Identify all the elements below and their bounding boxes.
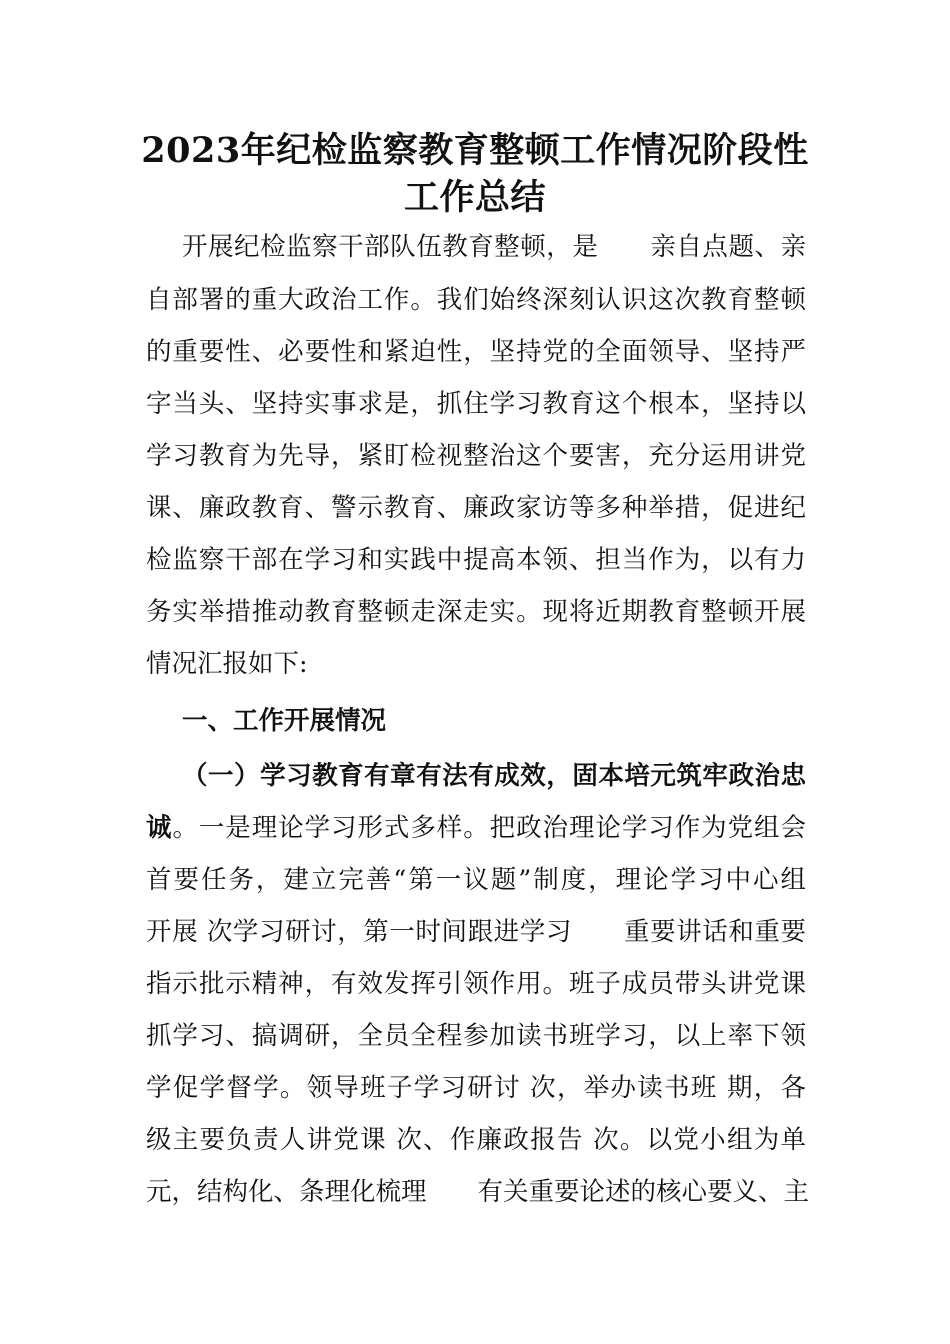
subsection-heading-1-end: 诚 [146,813,173,843]
paragraph-2-line-1-text: 。一是理论学习形式多样。把政治理论学习作为党组会 [172,813,806,843]
paragraph-2-line-1 [146,811,806,845]
document-title-line-2: 工作总结 [403,177,546,218]
paragraph-1-line-5: 学习教育为先导，紧盯检视整治这个要害，充分运用讲党 [146,441,806,471]
document-title-line-1: 2023年纪检监察教育整顿工作情况阶段性 [141,130,809,171]
paragraph-1-line-3: 的重要性、必要性和紧迫性，坚持党的全面领导、坚持严 [146,337,806,367]
paragraph-1-line-7: 检监察干部在学习和实践中提高本领、担当作为，以有力 [146,545,806,575]
subsection-heading-1: （一）学习教育有章有法有成效，固本培元筑牢政治忠 [182,761,806,791]
section-heading-1: 一、工作开展情况 [182,706,387,736]
paragraph-1-line-9: 情况汇报如下: [146,649,308,679]
paragraph-1-line-6: 课、廉政教育、警示教育、廉政家访等多种举措，促进纪 [146,493,806,523]
paragraph-2-line-2: 首要任务，建立完善“第一议题”制度，理论学习中心组 [146,865,806,895]
paragraph-2-line-4: 指示批示精神，有效发挥引领作用。班子成员带头讲党课 [146,969,806,999]
paragraph-1-line-8: 务实举措推动教育整顿走深走实。现将近期教育整顿开展 [146,597,806,627]
paragraph-2-line-5: 抓学习、搞调研，全员全程参加读书班学习，以上率下领 [146,1021,806,1051]
paragraph-2-line-8: 元，结构化、条理化梳理 有关重要论述的核心要义、主 [146,1177,810,1207]
paragraph-2-line-6: 学促学督学。领导班子学习研讨 次，举办读书班 期，各 [146,1073,806,1103]
paragraph-1-line-1: 开展纪检监察干部队伍教育整顿，是 亲自点题、亲 [182,232,806,262]
paragraph-1-line-2: 自部署的重大政治工作。我们始终深刻认识这次教育整顿 [146,285,806,315]
paragraph-1-line-4: 字当头、坚持实事求是，抓住学习教育这个根本，坚持以 [146,389,806,419]
paragraph-2-line-3: 开展 次学习研讨，第一时间跟进学习 重要讲话和重要 [146,917,806,947]
paragraph-2-line-7: 级主要负责人讲党课 次、作廉政报告 次。以党小组为单 [146,1125,806,1155]
